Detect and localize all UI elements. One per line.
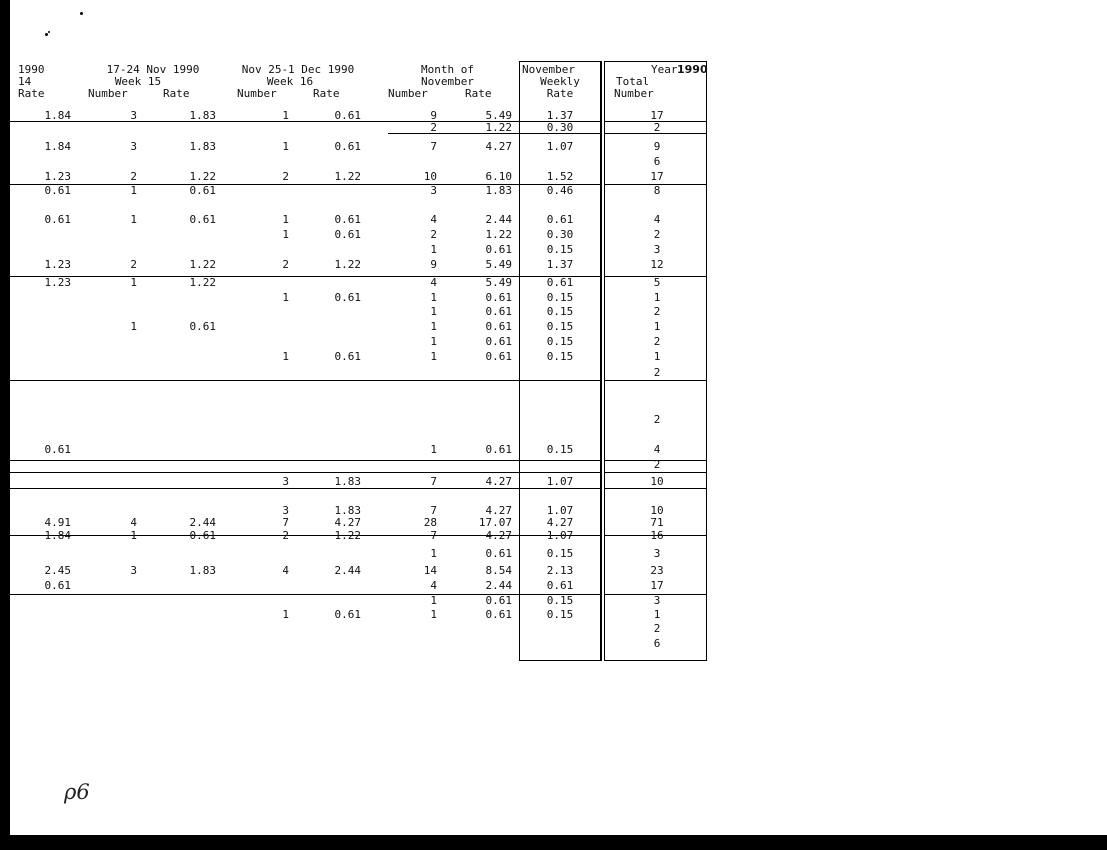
header-a-line3: Rate [18,87,45,100]
table-cell-e: 1.83 [334,475,361,488]
table-cell-i: 8 [653,184,661,197]
table-cell-f: 4 [430,579,437,592]
scan-border-left [0,0,10,850]
table-cell-b: 3 [130,140,137,153]
table-cell-i: 1 [653,608,661,621]
table-cell-b: 2 [130,258,137,271]
table-cell-f: 1 [430,320,437,333]
table-cell-g: 4.27 [485,529,512,542]
header-year-prefix: Year [651,63,678,76]
table-cell-i: 3 [653,547,661,560]
table-cell-b: 4 [130,516,137,529]
header-a-line1: 1990 [18,63,45,76]
table-cell-g: 0.61 [485,547,512,560]
table-cell-i: 2 [653,413,661,426]
table-cell-h: 0.15 [546,243,574,256]
scan-speck [80,12,83,15]
table-cell-a: 1.23 [44,258,71,271]
table-cell-h: 1.07 [546,475,574,488]
table-cell-i: 17 [650,579,664,592]
row-rule [604,488,707,489]
table-cell-b: 2 [130,170,137,183]
row-rule [604,472,707,473]
row-rule [10,380,519,381]
table-cell-f: 1 [430,443,437,456]
table-cell-a: 2.45 [44,564,71,577]
header-month-rate: Rate [465,87,492,100]
table-cell-e: 0.61 [334,228,361,241]
table-cell-f: 3 [430,184,437,197]
table-cell-i: 9 [653,140,661,153]
table-cell-i: 6 [653,155,661,168]
table-cell-i: 10 [650,504,664,517]
header-a-line2: 14 [18,75,32,88]
table-cell-h: 0.15 [546,335,574,348]
table-cell-h: 1.52 [546,170,574,183]
table-cell-h: 0.46 [546,184,574,197]
table-cell-h: 0.15 [546,608,574,621]
table-cell-a: 1.84 [44,140,71,153]
table-cell-f: 7 [430,504,437,517]
table-cell-c: 0.61 [189,320,216,333]
table-cell-e: 1.83 [334,504,361,517]
table-cell-g: 4.27 [485,140,512,153]
table-cell-i: 2 [653,305,661,318]
table-cell-f: 1 [430,243,437,256]
header-week15-rate: Rate [163,87,190,100]
row-rule [519,472,601,473]
table-cell-f: 1 [430,350,437,363]
table-cell-f: 9 [430,258,437,271]
row-rule [519,460,601,461]
table-cell-h: 0.61 [546,276,574,289]
table-cell-a: 1.23 [44,170,71,183]
table-cell-f: 7 [430,475,437,488]
table-cell-d: 7 [282,516,289,529]
table-cell-f: 4 [430,213,437,226]
table-cell-c: 0.61 [189,213,216,226]
table-cell-a: 0.61 [44,213,71,226]
table-cell-d: 2 [282,258,289,271]
table-cell-g: 4.27 [485,504,512,517]
table-cell-f: 1 [430,608,437,621]
table-cell-d: 1 [282,608,289,621]
table-cell-c: 1.22 [189,258,216,271]
table-cell-i: 1 [653,350,661,363]
table-cell-g: 5.49 [485,109,512,122]
row-rule [10,488,519,489]
header-week15-label: Week 15 [114,75,162,88]
header-weekly-line2: Weekly [540,75,580,88]
table-cell-b: 1 [130,213,137,226]
table-cell-h: 0.61 [546,213,574,226]
table-cell-d: 1 [282,350,289,363]
table-cell-h: 0.15 [546,350,574,363]
handwritten-page-note: ρ6 [64,780,90,804]
header-week15-number: Number [88,87,128,100]
table-cell-f: 1 [430,291,437,304]
table-cell-e: 0.61 [334,350,361,363]
table-cell-g: 1.22 [485,228,512,241]
table-cell-i: 2 [653,121,661,134]
table-cell-h: 0.15 [546,305,574,318]
table-cell-e: 0.61 [334,213,361,226]
table-cell-f: 9 [430,109,437,122]
table-cell-i: 12 [650,258,664,271]
table-cell-d: 2 [282,529,289,542]
table-cell-h: 1.07 [546,140,574,153]
table-cell-g: 1.83 [485,184,512,197]
table-cell-d: 2 [282,170,289,183]
table-cell-i: 1 [653,320,661,333]
table-cell-c: 1.22 [189,170,216,183]
table-cell-c: 1.83 [189,140,216,153]
table-cell-b: 3 [130,109,137,122]
row-rule [604,380,707,381]
table-cell-g: 17.07 [478,516,512,529]
table-cell-f: 2 [430,121,437,134]
table-cell-i: 16 [650,529,664,542]
row-rule [519,488,601,489]
table-cell-g: 0.61 [485,243,512,256]
table-cell-g: 0.61 [485,594,512,607]
header-month-number: Number [388,87,428,100]
header-week16-rate: Rate [313,87,340,100]
table-cell-b: 1 [130,320,137,333]
table-cell-a: 0.61 [44,579,71,592]
table-cell-g: 0.61 [485,443,512,456]
table-cell-a: 1.23 [44,276,71,289]
table-cell-g: 6.10 [485,170,512,183]
table-cell-i: 17 [650,109,664,122]
table-cell-f: 4 [430,276,437,289]
table-cell-b: 1 [130,529,137,542]
table-cell-a: 4.91 [44,516,71,529]
table-cell-b: 1 [130,276,137,289]
table-cell-f: 1 [430,547,437,560]
table-cell-d: 1 [282,228,289,241]
table-cell-f: 28 [423,516,437,529]
header-weekly-line3: Rate [546,87,574,100]
table-cell-i: 2 [653,335,661,348]
table-cell-e: 0.61 [334,608,361,621]
table-cell-f: 7 [430,140,437,153]
table-cell-e: 1.22 [334,529,361,542]
table-cell-c: 2.44 [189,516,216,529]
table-cell-h: 0.61 [546,579,574,592]
header-month-line1: Month of [421,63,474,76]
table-cell-d: 1 [282,109,289,122]
scan-speck [48,31,50,33]
table-cell-f: 14 [423,564,437,577]
table-cell-b: 3 [130,564,137,577]
table-cell-e: 1.22 [334,258,361,271]
table-cell-d: 3 [282,504,289,517]
table-cell-d: 1 [282,291,289,304]
table-cell-c: 0.61 [189,184,216,197]
table-cell-i: 4 [653,443,661,456]
header-month-line2: November [421,75,474,88]
table-cell-i: 4 [653,213,661,226]
table-cell-g: 5.49 [485,276,512,289]
header-weekly-line1: November [522,63,575,76]
header-week16-label: Week 16 [266,75,314,88]
table-cell-i: 3 [653,243,661,256]
table-cell-g: 5.49 [485,258,512,271]
table-cell-c: 1.83 [189,564,216,577]
scan-border-bottom [0,835,1107,850]
header-week16-dates: Nov 25-1 Dec 1990 [241,63,355,76]
table-cell-g: 0.61 [485,305,512,318]
table-cell-g: 2.44 [485,213,512,226]
scan-speck [45,33,48,36]
table-cell-f: 1 [430,335,437,348]
table-cell-h: 0.15 [546,594,574,607]
table-cell-h: 0.15 [546,547,574,560]
table-cell-e: 0.61 [334,109,361,122]
table-cell-a: 1.84 [44,529,71,542]
table-cell-h: 0.30 [546,228,574,241]
table-cell-c: 1.22 [189,276,216,289]
header-week15-dates: 17-24 Nov 1990 [106,63,200,76]
table-cell-e: 2.44 [334,564,361,577]
table-cell-g: 0.61 [485,320,512,333]
table-cell-i: 10 [650,475,664,488]
header-week16-number: Number [237,87,277,100]
table-cell-h: 1.37 [546,109,574,122]
table-cell-g: 8.54 [485,564,512,577]
table-cell-f: 1 [430,305,437,318]
table-cell-h: 0.15 [546,443,574,456]
table-cell-i: 23 [650,564,664,577]
table-cell-f: 7 [430,529,437,542]
table-cell-a: 1.84 [44,109,71,122]
table-cell-i: 1 [653,291,661,304]
table-cell-h: 0.15 [546,320,574,333]
table-cell-d: 1 [282,213,289,226]
table-cell-g: 2.44 [485,579,512,592]
table-cell-i: 2 [653,366,661,379]
table-cell-h: 1.07 [546,529,574,542]
header-year-line2: Total [616,75,650,88]
table-cell-g: 1.22 [485,121,512,134]
table-cell-h: 0.15 [546,291,574,304]
table-cell-d: 3 [282,475,289,488]
row-rule [519,380,601,381]
table-cell-g: 0.61 [485,350,512,363]
table-cell-d: 4 [282,564,289,577]
table-cell-c: 0.61 [189,529,216,542]
table-cell-f: 1 [430,594,437,607]
table-cell-h: 4.27 [546,516,574,529]
table-cell-a: 0.61 [44,184,71,197]
table-cell-g: 0.61 [485,335,512,348]
table-cell-e: 0.61 [334,291,361,304]
row-rule [10,472,519,473]
column-double-rule [601,61,602,661]
table-cell-i: 17 [650,170,664,183]
table-cell-h: 2.13 [546,564,574,577]
table-cell-h: 1.07 [546,504,574,517]
header-year-line3: Number [614,87,654,100]
table-cell-g: 0.61 [485,608,512,621]
table-cell-a: 0.61 [44,443,71,456]
table-cell-b: 1 [130,184,137,197]
table-cell-e: 4.27 [334,516,361,529]
table-cell-i: 2 [653,622,661,635]
table-cell-d: 1 [282,140,289,153]
table-cell-g: 4.27 [485,475,512,488]
table-cell-f: 10 [423,170,437,183]
table-cell-h: 0.30 [546,121,574,134]
table-cell-i: 6 [653,637,661,650]
table-cell-i: 2 [653,228,661,241]
table-cell-e: 0.61 [334,140,361,153]
row-rule [10,460,519,461]
table-cell-i: 3 [653,594,661,607]
table-cell-e: 1.22 [334,170,361,183]
table-cell-g: 0.61 [485,291,512,304]
table-cell-i: 71 [650,516,664,529]
table-cell-h: 1.37 [546,258,574,271]
table-cell-i: 2 [653,458,661,471]
table-cell-c: 1.83 [189,109,216,122]
table-cell-i: 5 [653,276,661,289]
header-year-handwritten: 1990 [677,63,708,76]
table-cell-f: 2 [430,228,437,241]
